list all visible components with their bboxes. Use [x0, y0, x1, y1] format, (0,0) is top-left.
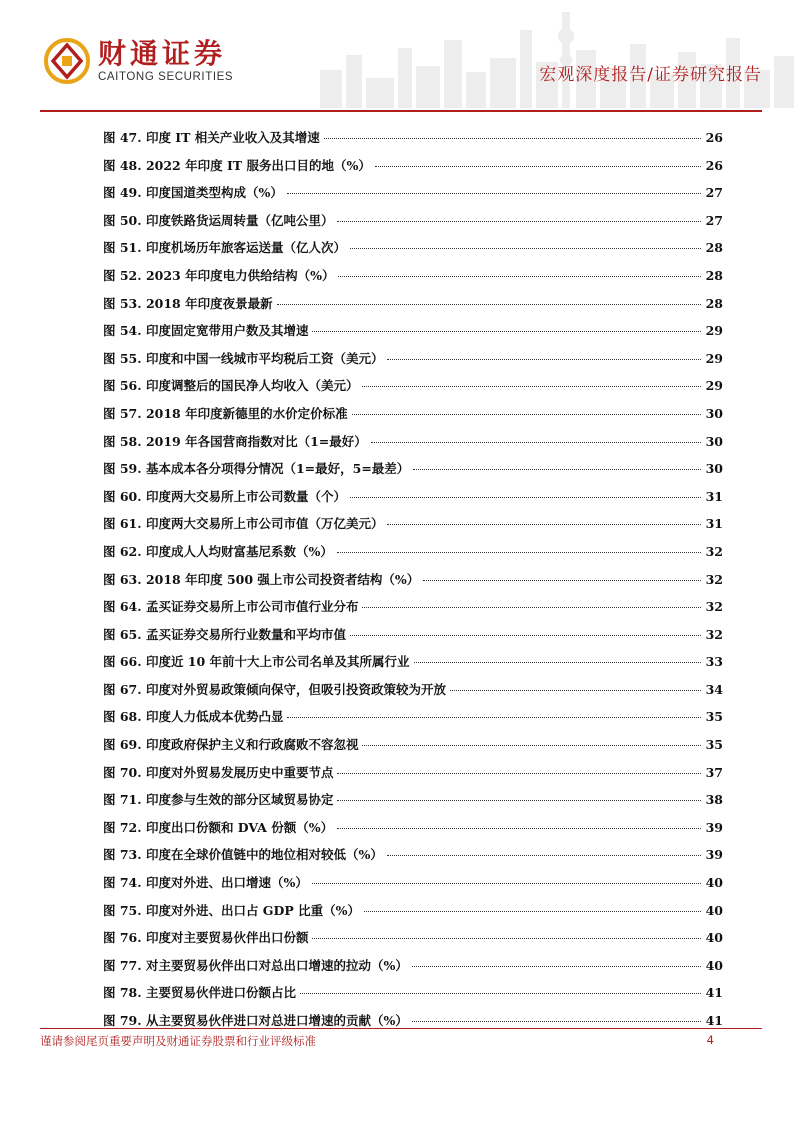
toc-dot-leader	[337, 800, 701, 801]
toc-dot-leader	[371, 442, 701, 443]
toc-entry-page[interactable]: 32	[705, 626, 723, 642]
toc-entry-page[interactable]: 29	[705, 378, 723, 394]
toc-entry-label[interactable]: 图 72. 印度出口份额和 DVA 份额（%）	[103, 819, 334, 835]
toc-dot-leader	[350, 635, 701, 636]
toc-entry-page[interactable]: 28	[705, 240, 723, 256]
toc-dot-leader	[450, 690, 701, 691]
toc-entry-page[interactable]: 27	[705, 212, 723, 228]
footer-disclaimer: 谨请参阅尾页重要声明及财通证券股票和行业评级标准	[40, 1034, 316, 1048]
toc-entry-page[interactable]: 34	[705, 681, 723, 697]
caitong-coin-logo-icon	[44, 38, 90, 84]
toc-entry[interactable]	[103, 869, 723, 897]
toc-entry-label[interactable]: 图 51. 印度机场历年旅客运送量（亿人次）	[103, 240, 346, 256]
toc-entry[interactable]	[103, 179, 723, 207]
toc-dot-leader	[362, 607, 701, 608]
toc-entry[interactable]	[103, 676, 723, 704]
toc-entry[interactable]	[103, 621, 723, 649]
toc-entry-page[interactable]: 32	[705, 599, 723, 615]
toc-entry-label[interactable]: 图 49. 印度国道类型构成（%）	[103, 185, 283, 201]
toc-entry[interactable]	[103, 234, 723, 262]
toc-dot-leader	[364, 911, 701, 912]
toc-dot-leader	[287, 193, 701, 194]
toc-entry-label[interactable]: 图 64. 孟买证券交易所上市公司市值行业分布	[103, 599, 359, 615]
figure-list	[103, 124, 723, 1035]
header-divider	[40, 110, 762, 112]
toc-entry-page[interactable]: 38	[705, 792, 723, 808]
toc-dot-leader	[287, 717, 701, 718]
toc-entry[interactable]	[103, 428, 723, 456]
toc-entry[interactable]	[103, 841, 723, 869]
toc-entry-page[interactable]: 40	[705, 902, 723, 918]
toc-entry-page[interactable]: 33	[705, 654, 723, 670]
toc-entry-page[interactable]: 35	[705, 709, 723, 725]
toc-entry-label[interactable]: 图 58. 2019 年各国营商指数对比（1=最好）	[103, 433, 367, 449]
toc-entry-page[interactable]: 28	[705, 267, 723, 283]
toc-entry-label[interactable]: 图 48. 2022 年印度 IT 服务出口目的地（%）	[103, 157, 371, 173]
toc-entry-label[interactable]: 图 79. 从主要贸易伙伴进口对总进口增速的贡献（%）	[103, 1013, 408, 1028]
toc-entry-label[interactable]: 图 55. 印度和中国一线城市平均税后工资（美元）	[103, 350, 384, 366]
toc-entry-label[interactable]: 图 53. 2018 年印度夜景最新	[103, 295, 273, 311]
toc-entry-label[interactable]: 图 59. 基本成本各分项得分情况（1=最好，5=最差）	[103, 461, 410, 477]
toc-entry[interactable]	[103, 290, 723, 318]
toc-entry[interactable]	[103, 372, 723, 400]
toc-entry[interactable]	[103, 731, 723, 759]
toc-entry-label[interactable]: 图 74. 印度对外进、出口增速（%）	[103, 875, 308, 891]
toc-entry[interactable]	[103, 648, 723, 676]
toc-dot-leader	[277, 304, 701, 305]
toc-entry[interactable]	[103, 566, 723, 594]
toc-entry-page[interactable]: 32	[705, 543, 723, 559]
toc-entry[interactable]	[103, 979, 723, 1007]
toc-entry-page[interactable]: 39	[705, 847, 723, 863]
toc-entry[interactable]	[103, 152, 723, 180]
toc-entry-page[interactable]: 41	[705, 1013, 723, 1028]
toc-entry-page[interactable]: 29	[705, 323, 723, 339]
toc-entry[interactable]	[103, 814, 723, 842]
logo-chinese-name: 财通证券	[98, 37, 227, 70]
toc-entry-page[interactable]: 27	[705, 185, 723, 201]
toc-dot-leader	[337, 552, 701, 553]
toc-dot-leader	[387, 524, 701, 525]
caitong-logo	[44, 38, 233, 84]
toc-dot-leader	[337, 773, 701, 774]
toc-entry-page[interactable]: 39	[705, 819, 723, 835]
toc-entry-label[interactable]: 图 66. 印度近 10 年前十大上市公司名单及其所属行业	[103, 654, 410, 670]
toc-entry[interactable]	[103, 317, 723, 345]
toc-entry-label[interactable]: 图 78. 主要贸易伙伴进口份额占比	[103, 985, 296, 1001]
toc-entry-label[interactable]: 图 54. 印度固定宽带用户数及其增速	[103, 323, 309, 339]
toc-entry-page[interactable]: 28	[705, 295, 723, 311]
page-number: 4	[706, 1033, 714, 1047]
toc-entry-page[interactable]: 29	[705, 350, 723, 366]
toc-dot-leader	[375, 166, 701, 167]
toc-dot-leader	[337, 221, 701, 222]
toc-entry-label[interactable]: 图 71. 印度参与生效的部分区域贸易协定	[103, 792, 334, 808]
toc-entry-label[interactable]: 图 63. 2018 年印度 500 强上市公司投资者结构（%）	[103, 571, 420, 587]
toc-entry[interactable]	[103, 483, 723, 511]
report-type-title: 宏观深度报告/证券研究报告	[539, 65, 762, 85]
toc-entry-label[interactable]: 图 77. 对主要贸易伙伴出口对总出口增速的拉动（%）	[103, 957, 408, 973]
toc-entry[interactable]	[103, 400, 723, 428]
toc-entry-label[interactable]: 图 70. 印度对外贸易发展历史中重要节点	[103, 764, 334, 780]
logo-english-name: CAITONG SECURITIES	[98, 71, 234, 83]
toc-entry-page[interactable]: 40	[705, 957, 723, 973]
toc-entry-page[interactable]: 26	[705, 157, 723, 173]
toc-entry-label[interactable]: 图 56. 印度调整后的国民净人均收入（美元）	[103, 378, 359, 394]
city-skyline-graphic	[300, 0, 802, 108]
toc-entry-page[interactable]: 35	[705, 737, 723, 753]
toc-entry[interactable]	[103, 345, 723, 373]
toc-entry[interactable]	[103, 262, 723, 290]
toc-dot-leader	[352, 414, 701, 415]
toc-dot-leader	[387, 359, 701, 360]
toc-dot-leader	[312, 883, 701, 884]
toc-entry-page[interactable]: 31	[705, 488, 723, 504]
toc-entry-label[interactable]: 图 61. 印度两大交易所上市公司市值（万亿美元）	[103, 516, 384, 532]
toc-entry-page[interactable]: 26	[705, 130, 723, 145]
toc-entry[interactable]	[103, 455, 723, 483]
toc-entry-label[interactable]: 图 76. 印度对主要贸易伙伴出口份额	[103, 930, 309, 946]
toc-dot-leader	[312, 938, 701, 939]
toc-entry[interactable]	[103, 703, 723, 731]
toc-entry[interactable]	[103, 124, 723, 152]
toc-entry-label[interactable]: 图 50. 印度铁路货运周转量（亿吨公里）	[103, 212, 334, 228]
toc-dot-leader	[362, 386, 701, 387]
toc-dot-leader	[412, 966, 701, 967]
toc-dot-leader	[324, 138, 701, 139]
toc-entry[interactable]	[103, 786, 723, 814]
toc-entry-page[interactable]: 40	[705, 875, 723, 891]
page-footer	[40, 1028, 762, 1049]
toc-entry-page[interactable]: 32	[705, 571, 723, 587]
toc-entry-page[interactable]: 31	[705, 516, 723, 532]
toc-entry[interactable]	[103, 593, 723, 621]
toc-entry-label[interactable]: 图 69. 印度政府保护主义和行政腐败不容忽视	[103, 737, 359, 753]
toc-dot-leader	[337, 828, 701, 829]
toc-entry[interactable]	[103, 924, 723, 952]
toc-dot-leader	[413, 469, 701, 470]
toc-entry[interactable]	[103, 538, 723, 566]
toc-entry-label[interactable]: 图 67. 印度对外贸易政策倾向保守，但吸引投资政策较为开放	[103, 681, 446, 697]
toc-entry[interactable]	[103, 952, 723, 980]
toc-entry-label[interactable]: 图 60. 印度两大交易所上市公司数量（个）	[103, 488, 346, 504]
toc-dot-leader	[387, 855, 701, 856]
toc-dot-leader	[412, 1021, 701, 1022]
toc-dot-leader	[362, 745, 701, 746]
toc-dot-leader	[338, 276, 701, 277]
toc-dot-leader	[350, 248, 701, 249]
toc-entry-label[interactable]: 图 62. 印度成人人均财富基尼系数（%）	[103, 543, 333, 559]
toc-dot-leader	[414, 662, 701, 663]
toc-dot-leader	[312, 331, 701, 332]
toc-entry-page[interactable]: 37	[705, 764, 723, 780]
page-header	[0, 0, 802, 118]
toc-entry-label[interactable]: 图 73. 印度在全球价值链中的地位相对较低（%）	[103, 847, 383, 863]
toc-entry-label[interactable]: 图 65. 孟买证券交易所行业数量和平均市值	[103, 626, 346, 642]
toc-entry-label[interactable]: 图 52. 2023 年印度电力供给结构（%）	[103, 267, 335, 283]
toc-entry[interactable]	[103, 510, 723, 538]
toc-entry-label[interactable]: 图 75. 印度对外进、出口占 GDP 比重（%）	[103, 902, 360, 918]
toc-entry-label[interactable]: 图 47. 印度 IT 相关产业收入及其增速	[103, 130, 320, 145]
toc-entry-page[interactable]: 41	[705, 985, 723, 1001]
toc-entry-label[interactable]: 图 57. 2018 年印度新德里的水价定价标准	[103, 405, 348, 421]
toc-dot-leader	[423, 580, 701, 581]
toc-entry-page[interactable]: 30	[705, 405, 723, 421]
toc-dot-leader	[300, 993, 701, 994]
toc-dot-leader	[350, 497, 701, 498]
toc-entry-page[interactable]: 40	[705, 930, 723, 946]
toc-entry[interactable]	[103, 759, 723, 787]
toc-entry-page[interactable]: 30	[705, 433, 723, 449]
toc-entry[interactable]	[103, 207, 723, 235]
toc-entry[interactable]	[103, 897, 723, 925]
toc-entry-label[interactable]: 图 68. 印度人力低成本优势凸显	[103, 709, 284, 725]
toc-entry-page[interactable]: 30	[705, 461, 723, 477]
